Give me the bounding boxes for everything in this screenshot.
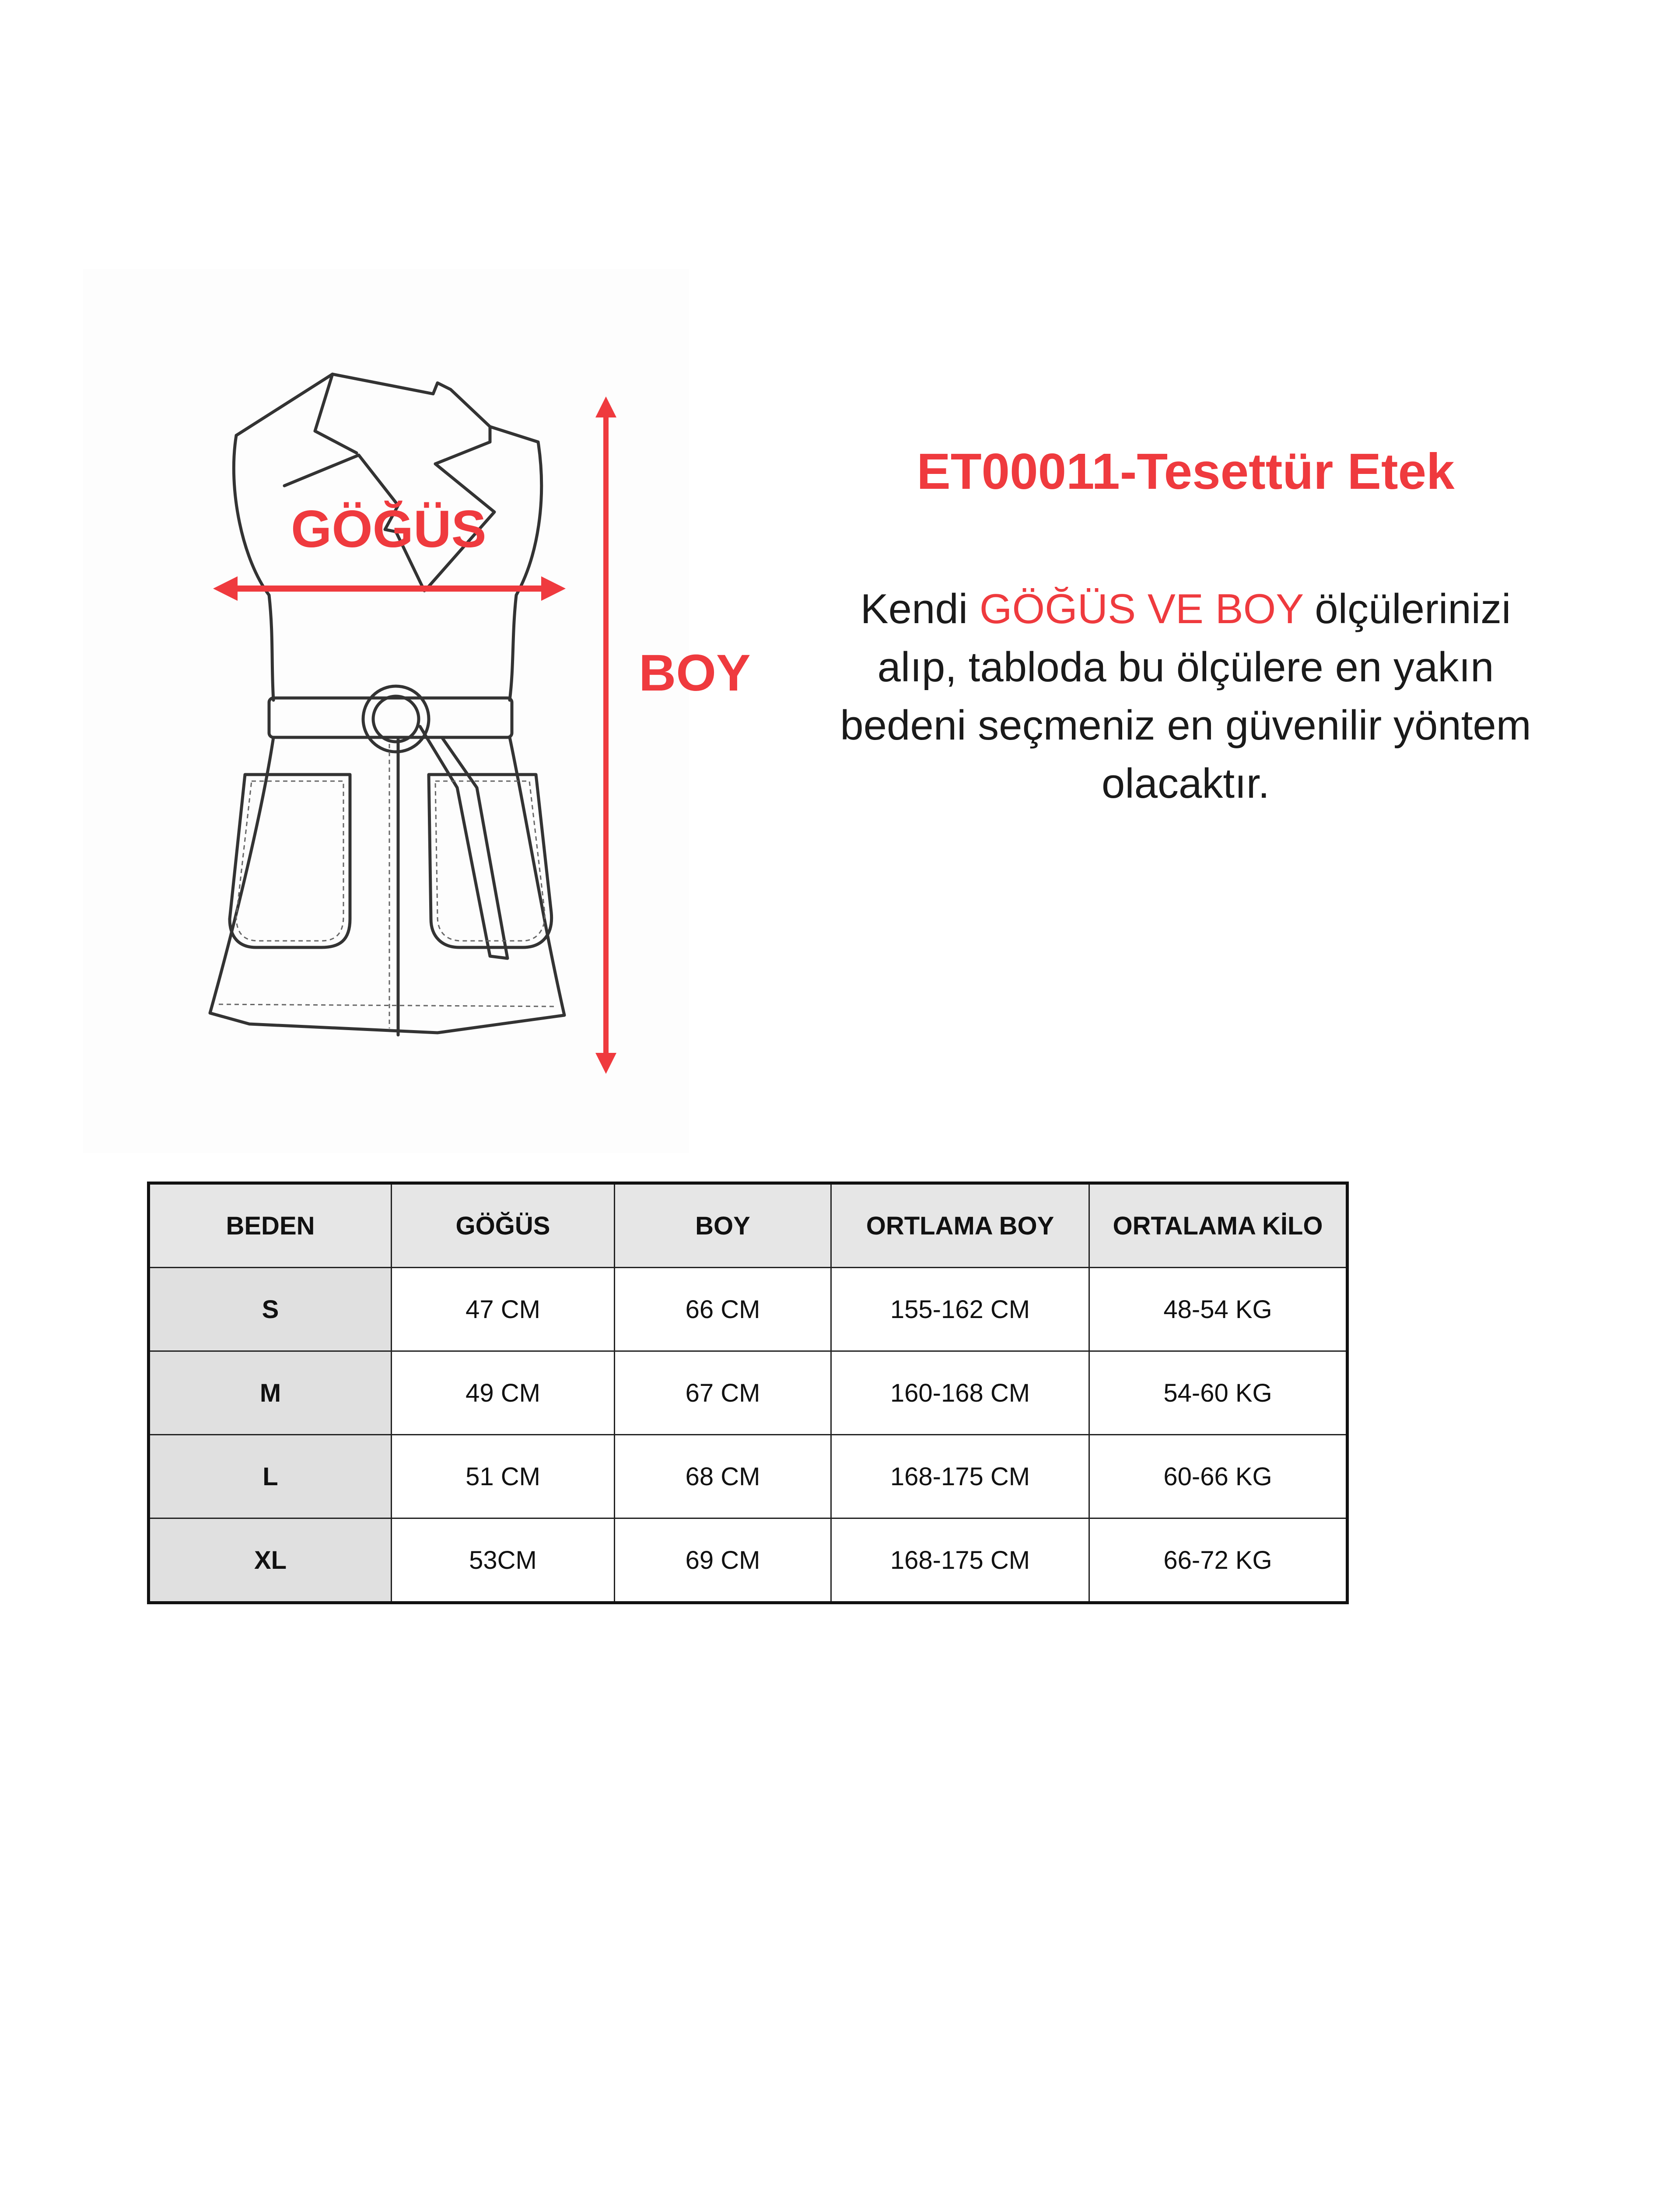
header-length: BOY	[615, 1183, 831, 1268]
average-height-cell: 160-168 CM	[831, 1351, 1089, 1435]
instruction-prefix: Kendi	[860, 586, 980, 632]
product-title: ET00011-Tesettür Etek	[917, 443, 1455, 500]
size-chart-table	[147, 1182, 1349, 1604]
chest-cell: 51 CM	[392, 1435, 615, 1518]
measurement-instruction	[831, 580, 1540, 813]
header-chest: GÖĞÜS	[392, 1183, 615, 1268]
average-height-cell: 168-175 CM	[831, 1518, 1089, 1603]
chest-cell: 47 CM	[392, 1268, 615, 1351]
header-average-weight: ORTALAMA KİLO	[1089, 1183, 1348, 1268]
table-header-row	[149, 1183, 1348, 1268]
length-cell: 66 CM	[615, 1268, 831, 1351]
vest-stitching	[219, 744, 556, 1028]
length-cell: 69 CM	[615, 1518, 831, 1603]
average-height-cell: 155-162 CM	[831, 1268, 1089, 1351]
average-height-cell: 168-175 CM	[831, 1435, 1089, 1518]
average-weight-cell: 54-60 KG	[1089, 1351, 1348, 1435]
header-size: BEDEN	[149, 1183, 392, 1268]
chest-cell: 49 CM	[392, 1351, 615, 1435]
length-cell: 67 CM	[615, 1351, 831, 1435]
size-cell: S	[149, 1268, 392, 1351]
vest-outline	[210, 374, 564, 1035]
table-row	[149, 1435, 1348, 1518]
header-average-height: ORTLAMA BOY	[831, 1183, 1089, 1268]
table-row	[149, 1268, 1348, 1351]
chest-cell: 53CM	[392, 1518, 615, 1603]
size-cell: M	[149, 1351, 392, 1435]
table-row	[149, 1518, 1348, 1603]
length-cell: 68 CM	[615, 1435, 831, 1518]
chest-label: GÖĞÜS	[291, 500, 486, 558]
size-cell: L	[149, 1435, 392, 1518]
height-label: BOY	[639, 644, 751, 702]
average-weight-cell: 48-54 KG	[1089, 1268, 1348, 1351]
size-cell: XL	[149, 1518, 392, 1603]
table-row	[149, 1351, 1348, 1435]
instruction-suffix: ölçülerinizi alıp, tabloda bu ölçülere en yakın bedeni seçmeniz en güvenilir yöntem olacaktır.	[840, 586, 1531, 807]
instruction-highlight: GÖĞÜS VE BOY	[979, 586, 1303, 632]
average-weight-cell: 60-66 KG	[1089, 1435, 1348, 1518]
average-weight-cell: 66-72 KG	[1089, 1518, 1348, 1603]
